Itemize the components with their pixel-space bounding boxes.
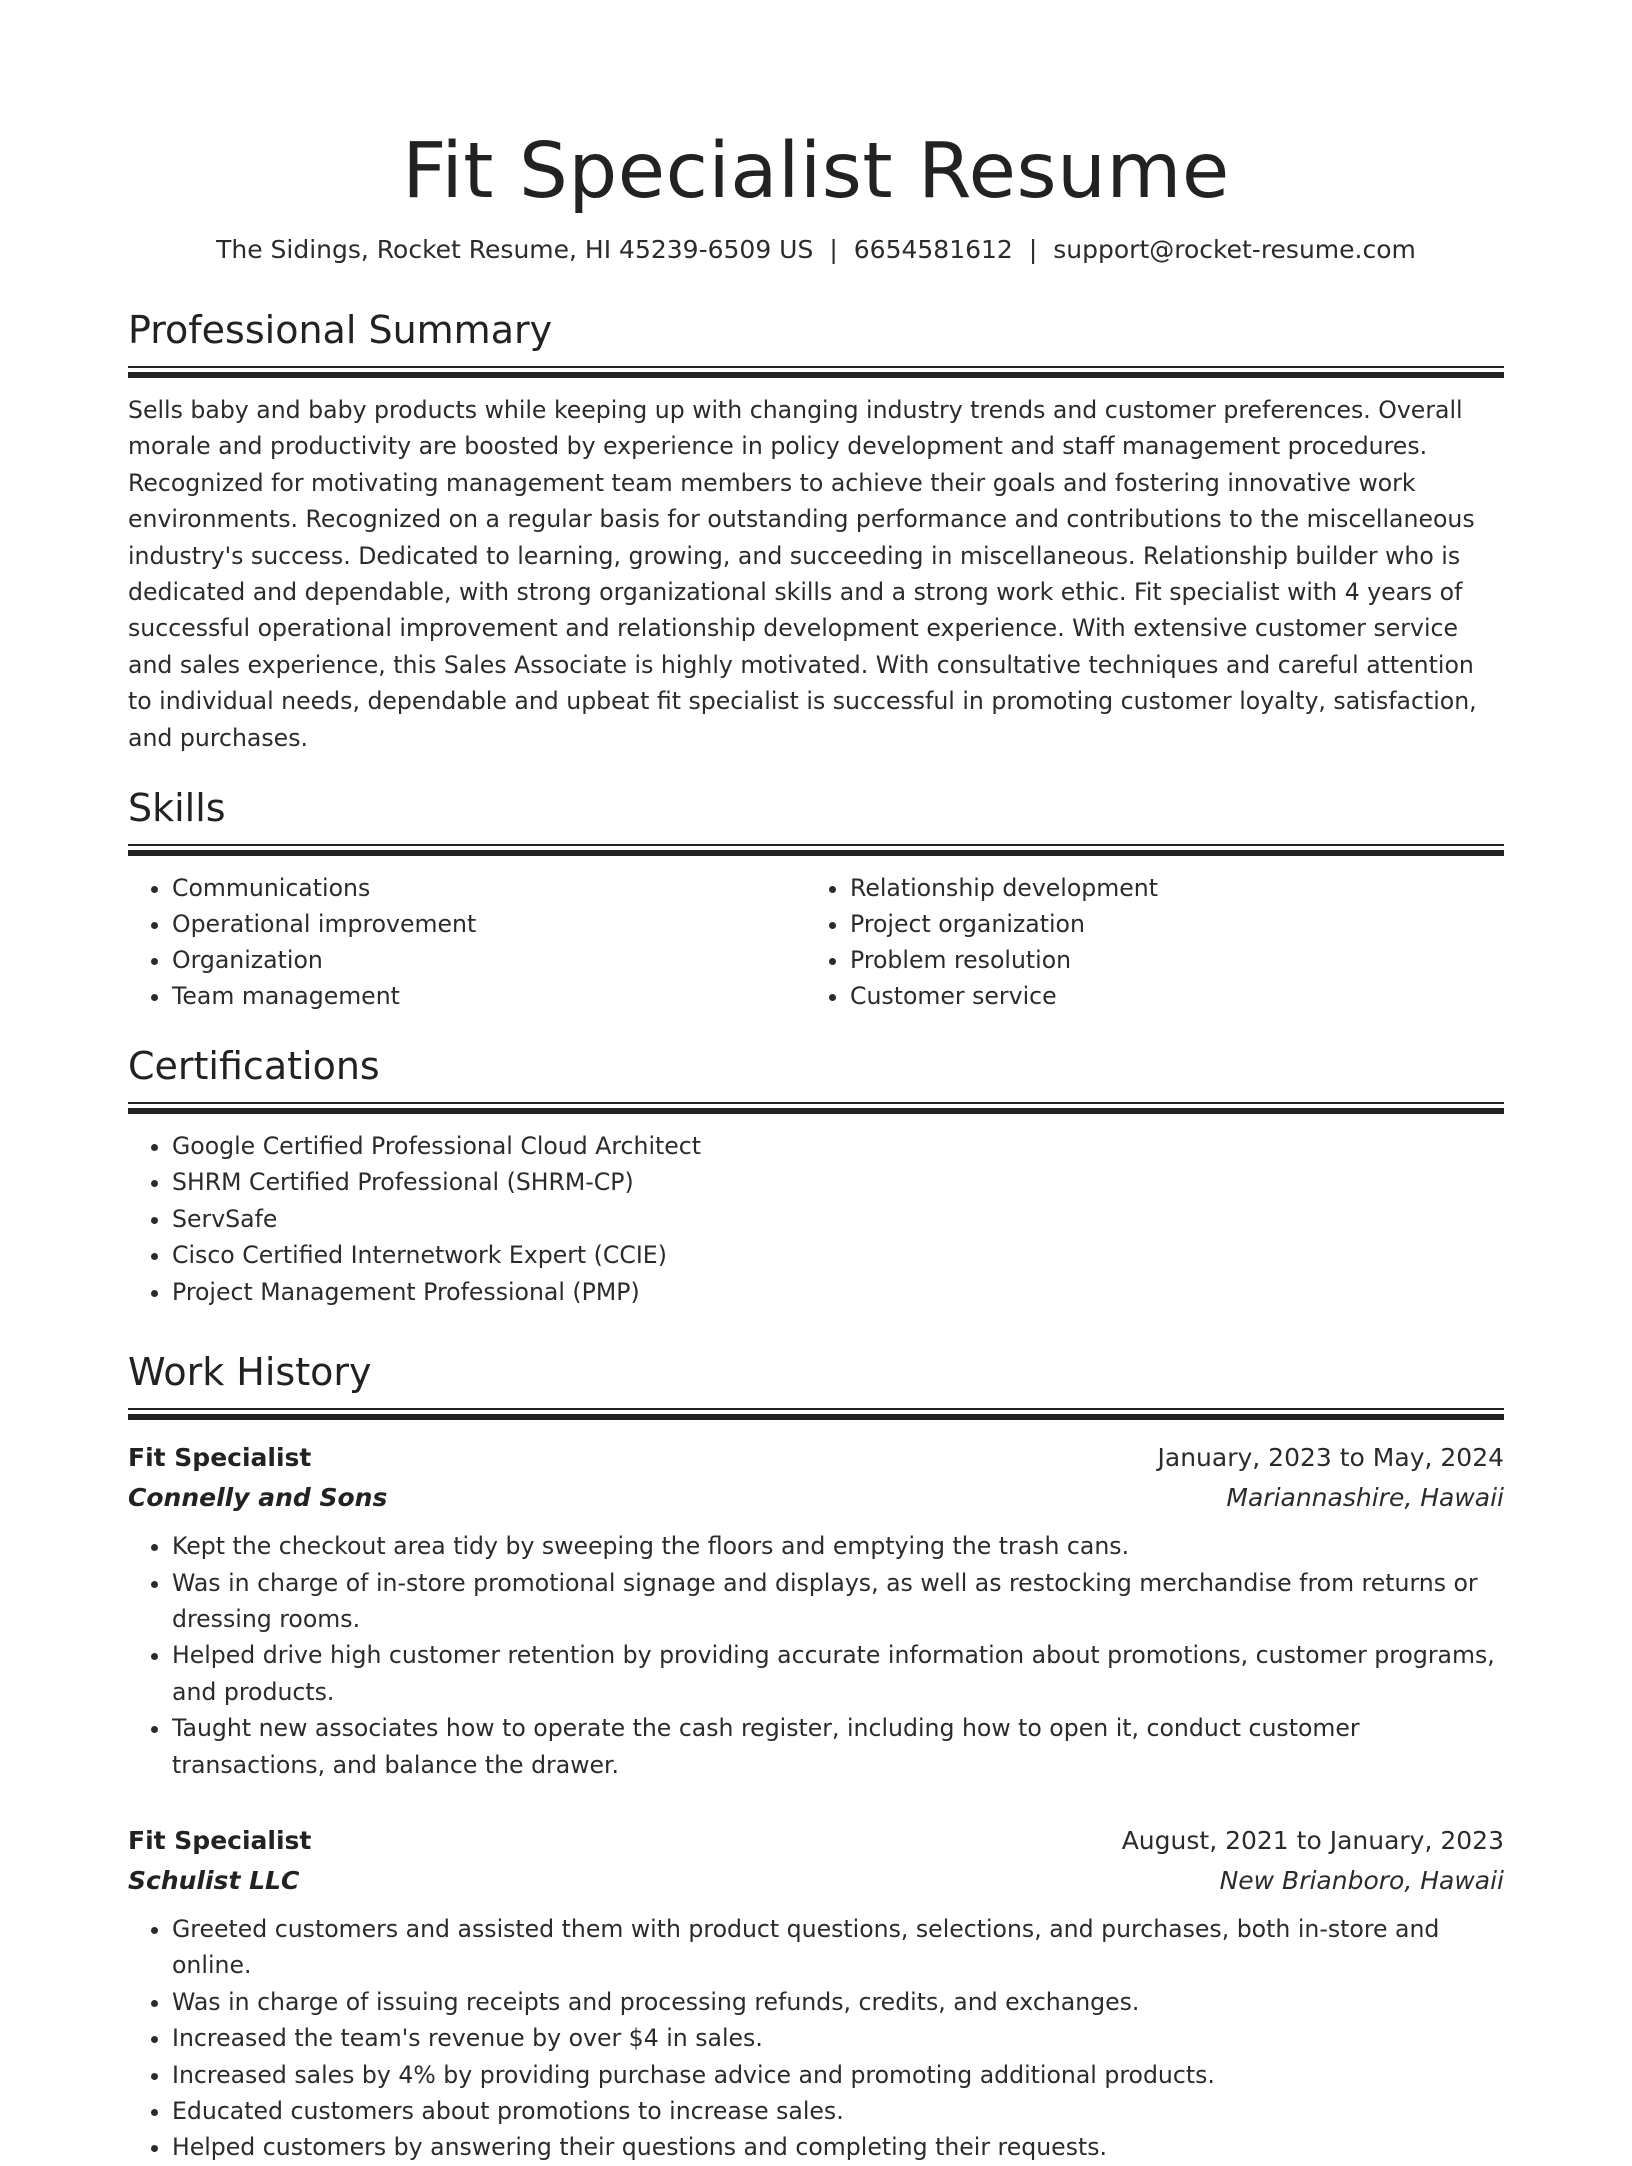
certification-item: • Project Management Professional (PMP) bbox=[172, 1274, 1504, 1310]
contact-address: The Sidings, Rocket Resume, HI 45239-6509 US bbox=[216, 235, 814, 264]
job-location: Mariannashire, Hawaii bbox=[1226, 1483, 1504, 1513]
job-duty-item: • Helped drive high customer retention by providing accurate information about promotions, customer programs, and products. bbox=[172, 1637, 1504, 1710]
job-title: Fit Specialist bbox=[128, 1825, 312, 1855]
skill-item: • Operational improvement bbox=[172, 906, 806, 942]
job-entry bbox=[128, 1821, 1504, 2166]
contact-separator: | bbox=[1028, 235, 1038, 264]
section-divider bbox=[128, 1102, 1504, 1114]
job-header bbox=[128, 1821, 1504, 1861]
skills-heading: Skills bbox=[128, 786, 226, 831]
job-duty-item: • Kept the checkout area tidy by sweeping the floors and emptying the trash cans. bbox=[172, 1528, 1504, 1564]
summary-text: Sells baby and baby products while keeping up with changing industry trends and customer preferences. Overall morale and productivity are boosted by experience in policy development and staff management procedures. Recognized for motivating management team members to achieve their goals and fostering innovative work environments. Recognized on a regular basis for outstanding performance and contributions to the miscellaneous industry's success. Dedicated to learning, growing, and succeeding in miscellaneous. Relationship builder who is dedicated and dependable, with strong organizational skills and a strong work ethic. Fit specialist with 4 years of successful operational improvement and relationship development experience. With extensive customer service and sales experience, this Sales Associate is highly motivated. With consultative techniques and careful attention to individual needs, dependable and upbeat fit specialist is successful in promoting customer loyalty, satisfaction, and purchases. bbox=[128, 396, 1477, 752]
contact-line bbox=[128, 232, 1504, 268]
skills-column-left bbox=[128, 870, 806, 1014]
job-duty-item: • Taught new associates how to operate the cash register, including how to open it, conduct customer transactions, and balance the drawer. bbox=[172, 1710, 1504, 1783]
certification-item: • SHRM Certified Professional (SHRM-CP) bbox=[172, 1164, 1504, 1200]
summary-heading: Professional Summary bbox=[128, 308, 553, 352]
job-duty-item: • Helped customers by answering their questions and completing their requests. bbox=[172, 2129, 1504, 2165]
section-divider bbox=[128, 1408, 1504, 1420]
contact-phone: 6654581612 bbox=[853, 235, 1013, 264]
job-duty-item: • Increased the team's revenue by over $4 in sales. bbox=[172, 2020, 1504, 2056]
job-duty-item: • Was in charge of issuing receipts and processing refunds, credits, and exchanges. bbox=[172, 1984, 1504, 2020]
certifications-list bbox=[128, 1128, 1504, 1310]
section-divider bbox=[128, 844, 1504, 856]
job-title: Fit Specialist bbox=[128, 1443, 312, 1473]
skill-item: • Team management bbox=[172, 978, 806, 1014]
job-company: Schulist LLC bbox=[128, 1865, 300, 1895]
skill-item: • Project organization bbox=[850, 906, 1504, 942]
job-header bbox=[128, 1438, 1504, 1478]
job-duty-item: • Was in charge of in-store promotional signage and displays, as well as restocking merchandise from returns or dressing rooms. bbox=[172, 1565, 1504, 1638]
job-subheader bbox=[128, 1861, 1504, 1901]
resume-page bbox=[128, 0, 1504, 2166]
job-duty-item: • Educated customers about promotions to increase sales. bbox=[172, 2093, 1504, 2129]
section-divider bbox=[128, 366, 1504, 378]
job-entry bbox=[128, 1438, 1504, 1783]
certification-item: • Cisco Certified Internetwork Expert (CCIE) bbox=[172, 1237, 1504, 1273]
contact-email[interactable]: support@rocket-resume.com bbox=[1053, 235, 1416, 264]
job-duty-item: • Greeted customers and assisted them with product questions, selections, and purchases, both in-store and online. bbox=[172, 1911, 1504, 1984]
skill-item: • Organization bbox=[172, 942, 806, 978]
job-duty-item: • Increased sales by 4% by providing purchase advice and promoting additional products. bbox=[172, 2057, 1504, 2093]
certification-item: • ServSafe bbox=[172, 1201, 1504, 1237]
skill-item: • Communications bbox=[172, 870, 806, 906]
work-history-heading: Work History bbox=[128, 1350, 372, 1395]
skill-item: • Problem resolution bbox=[850, 942, 1504, 978]
job-company: Connelly and Sons bbox=[128, 1483, 388, 1513]
skill-item: • Customer service bbox=[850, 978, 1504, 1014]
job-dates: August, 2021 to January, 2023 bbox=[1121, 1825, 1504, 1855]
job-dates: January, 2023 to May, 2024 bbox=[1157, 1443, 1504, 1473]
job-location: New Brianboro, Hawaii bbox=[1219, 1865, 1504, 1895]
job-duties-list bbox=[128, 1911, 1504, 2166]
skills-list bbox=[128, 870, 1504, 1014]
skill-item: • Relationship development bbox=[850, 870, 1504, 906]
contact-separator: | bbox=[829, 235, 838, 264]
job-subheader bbox=[128, 1478, 1504, 1518]
certification-item: • Google Certified Professional Cloud Architect bbox=[172, 1128, 1504, 1164]
skills-column-right bbox=[806, 870, 1504, 1014]
job-duties-list bbox=[128, 1528, 1504, 1783]
resume-title: Fit Specialist Resume bbox=[402, 127, 1230, 216]
certifications-heading: Certifications bbox=[128, 1044, 380, 1089]
